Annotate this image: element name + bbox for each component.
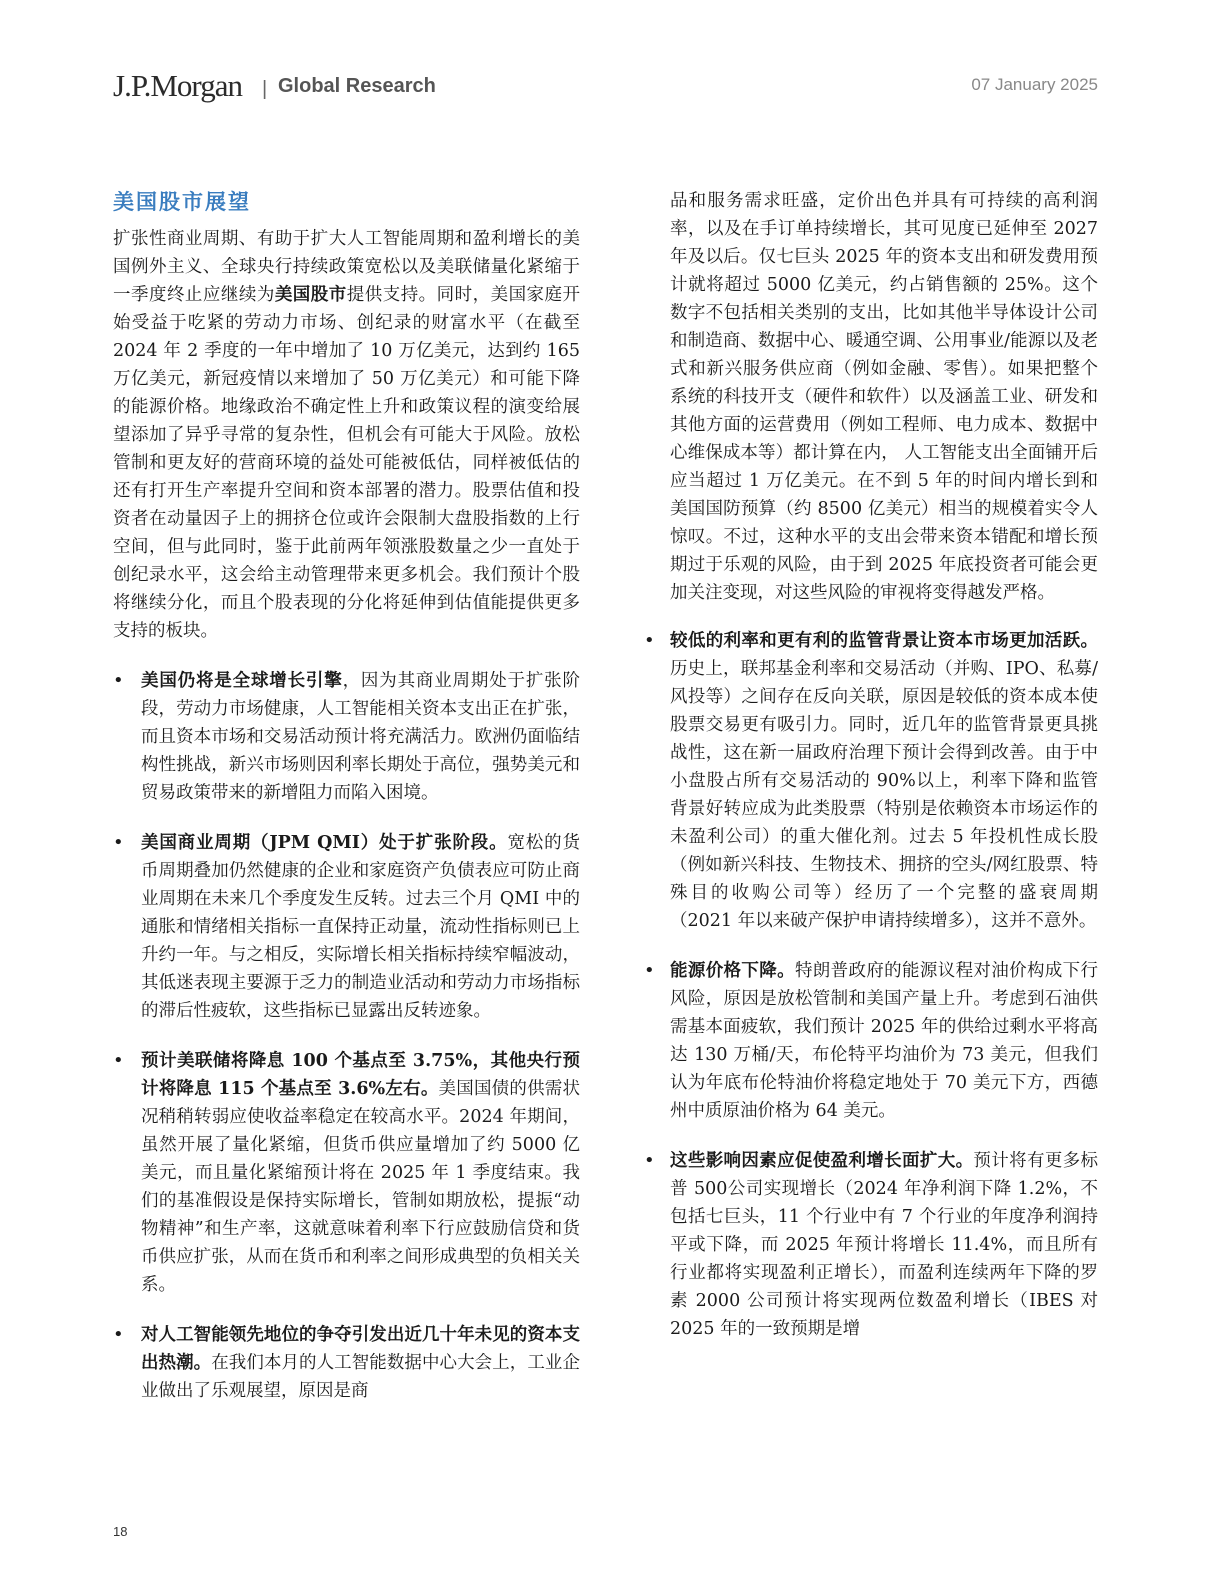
bullet-icon: • xyxy=(113,832,124,853)
jpmorgan-logo: J.P.Morgan xyxy=(113,68,242,103)
bullet-item xyxy=(113,1321,580,1405)
bullet-text: 美国国债的供需状况稍稍转弱应使收益率稳定在较高水平。2024 年期间，虽然开展了量化紧缩，但货币供应量增加了约 5000 亿美元，而且量化紧缩预计将在 2025 年 1 季度结束。我们的基准假设是保持实际增长，管制如期放松，提振“动物精神”和生产率，这就意味着利率下行应鼓励信贷和货币供应扩张，从而在货币和利率之间形成典型的负相关关系。 xyxy=(141,1079,580,1295)
bullet-item xyxy=(113,829,580,1025)
right-column xyxy=(644,187,1099,1365)
bullet-heading: 对人工智能领先地位的争夺引发出近几十年未见的资本支出热潮。 xyxy=(141,1325,580,1373)
section-title: 美国股市展望 xyxy=(113,189,251,214)
bullet-icon: • xyxy=(644,630,655,651)
brand-title: Global Research xyxy=(278,75,436,97)
left-bullet-list xyxy=(113,667,580,1405)
intro-bold: 美国股市 xyxy=(274,285,347,305)
intro-text-cont: 提供支持。同时，美国家庭开始受益于吃紧的劳动力市场、创纪录的财富水平（在截至 2024 年 2 季度的一年中增加了 10 万亿美元，达到约 165 万亿美元，新冠疫情以来增加了 50 万亿美元）和可能下降的能源价格。地缘政治不确定性上升和政策议程的演变给展望添加了异乎寻常的复杂性，但机会有可能大于风险。放松管制和更友好的营商环境的益处可能被低估，同样被低估的还有打开生产率提升空间和资本部署的潜力。股票估值和投资者在动量因子上的拥挤仓位或许会限制大盘股指数的上行空间，但与此同时，鉴于此前两年领涨股数量之少一直处于创纪录水平，这会给主动管理带来更多机会。我们预计个股将继续分化，而且个股表现的分化将延伸到估值能提供更多支持的板块。 xyxy=(113,285,581,641)
page-number: 18 xyxy=(113,1524,128,1539)
bullet-text: 历史上，联邦基金利率和交易活动（并购、IPO、私募/风投等）之间存在反向关联，原因是较低的资本成本使股票交易更有吸引力。同时，近几年的监管背景更具挑战性，这在新一届政府治理下预计会得到改善。由于中小盘股占所有交易活动的 90%以上，利率下降和监管背景好转应成为此类股票（特别是依赖资本市场运作的未盈利公司）的重大催化剂。过去 5 年投机性成长股（例如新兴科技、生物技术、拥挤的空头/网红股票、特殊目的收购公司等）经历了一个完整的盛衰周期（2021 年以来破产保护申请持续增多），这并不意外。 xyxy=(670,659,1098,931)
bullet-icon: • xyxy=(113,670,124,691)
bullet-icon: • xyxy=(113,1324,124,1345)
report-date: 07 January 2025 xyxy=(971,75,1098,94)
intro-paragraph xyxy=(113,225,580,645)
bullet-icon: • xyxy=(644,960,655,981)
right-bullet-list xyxy=(644,627,1099,1343)
continuation-paragraph: 品和服务需求旺盛，定价出色并具有可持续的高利润率，以及在手订单持续增长，其可见度已延伸至 2027 年及以后。仅七巨头 2025 年的资本支出和研发费用预计就将超过 5000 亿美元，约占销售额的 25%。这个数字不包括相关类别的支出，比如其他半导体设计公司和制造商、数据中心、暖通空调、公用事业/能源以及老式和新兴服务供应商（例如金融、零售）。如果把整个系统的科技开支（硬件和软件）以及涵盖工业、研发和其他方面的运营费用（例如工程师、电力成本、数据中心维保成本等）都计算在内， 人工智能支出全面铺开后应当超过 1 万亿美元。在不到 5 年的时间内增长到和美国国防预算（约 8500 亿美元）相当的规模着实令人惊叹。不过，这种水平的支出会带来资本错配和增长预期过于乐观的风险，由于到 2025 年底投资者可能会更加关注变现，对这些风险的审视将变得越发严格。 xyxy=(670,191,1098,603)
header-separator: | xyxy=(262,78,268,100)
bullet-text: 预计将有更多标普 500公司实现增长（2024 年净利润下降 1.2%，不包括七巨头，11 个行业中有 7 个行业的年度净利润持平或下降，而 2025 年预计将增长 11.4%，而且所有行业都将实现盈利正增长），而盈利连续两年下降的罗素 2000 公司预计将实现两位数盈利增长（IBES 对 2025 年的一致预期是增 xyxy=(670,1151,1099,1339)
intro-text: 扩张性商业周期、有助于扩大人工智能周期和盈利增长的美国例外主义、全球央行持续政策宽松以及美联储量化紧缩于一季度终止应继续为 xyxy=(113,229,580,305)
bullet-item xyxy=(644,957,1098,1125)
bullet-text: 特朗普政府的能源议程对油价构成下行风险，原因是放松管制和美国产量上升。考虑到石油供需基本面疲软，我们预计 2025 年的供给过剩水平将高达 130 万桶/天，布伦特平均油价为 73 美元，但我们认为年底布伦特油价将稳定地处于 70 美元下方，西德州中质原油价格为 64 美元。 xyxy=(670,961,1099,1121)
bullet-text: 宽松的货币周期叠加仍然健康的企业和家庭资产负债表应可防止商业周期在未来几个季度发生反转。过去三个月 QMI 中的通胀和情绪相关指标一直保持正动量，流动性指标则已上升约一年。与之相反，实际增长相关指标持续窄幅波动，其低迷表现主要源于乏力的制造业活动和劳动力市场指标的滞后性疲软，这些指标已显露出反转迹象。 xyxy=(141,833,580,1021)
bullet-text: ，因为其商业周期处于扩张阶段，劳动力市场健康，人工智能相关资本支出正在扩张，而且资本市场和交易活动预计将充满活力。欧洲仍面临结构性挑战，新兴市场则因利率长期处于高位，强势美元和贸易政策带来的新增阻力而陷入困境。 xyxy=(141,671,581,803)
bullet-heading: 这些影响因素应促使盈利增长面扩大。 xyxy=(670,1151,974,1171)
bullet-text: 在我们本月的人工智能数据中心大会上，工业企业做出了乐观展望，原因是商 xyxy=(141,1353,580,1401)
bullet-heading: 美国商业周期（JPM QMI）处于扩张阶段。 xyxy=(141,833,508,853)
bullet-icon: • xyxy=(113,1050,124,1071)
bullet-item xyxy=(113,1047,580,1299)
bullet-item xyxy=(644,1147,1098,1343)
bullet-heading: 预计美联储将降息 100 个基点至 3.75%，其他央行预计将降息 115 个基点至 3.6%左右。 xyxy=(141,1051,580,1099)
bullet-icon: • xyxy=(644,1150,655,1171)
bullet-item xyxy=(113,667,580,807)
bullet-heading: 能源价格下降。 xyxy=(670,961,795,981)
bullet-item xyxy=(644,627,1098,935)
bullet-heading: 美国仍将是全球增长引擎 xyxy=(141,671,343,691)
bullet-heading: 较低的利率和更有利的监管背景让资本市场更加活跃。 xyxy=(670,631,1098,651)
left-column xyxy=(113,187,580,1427)
